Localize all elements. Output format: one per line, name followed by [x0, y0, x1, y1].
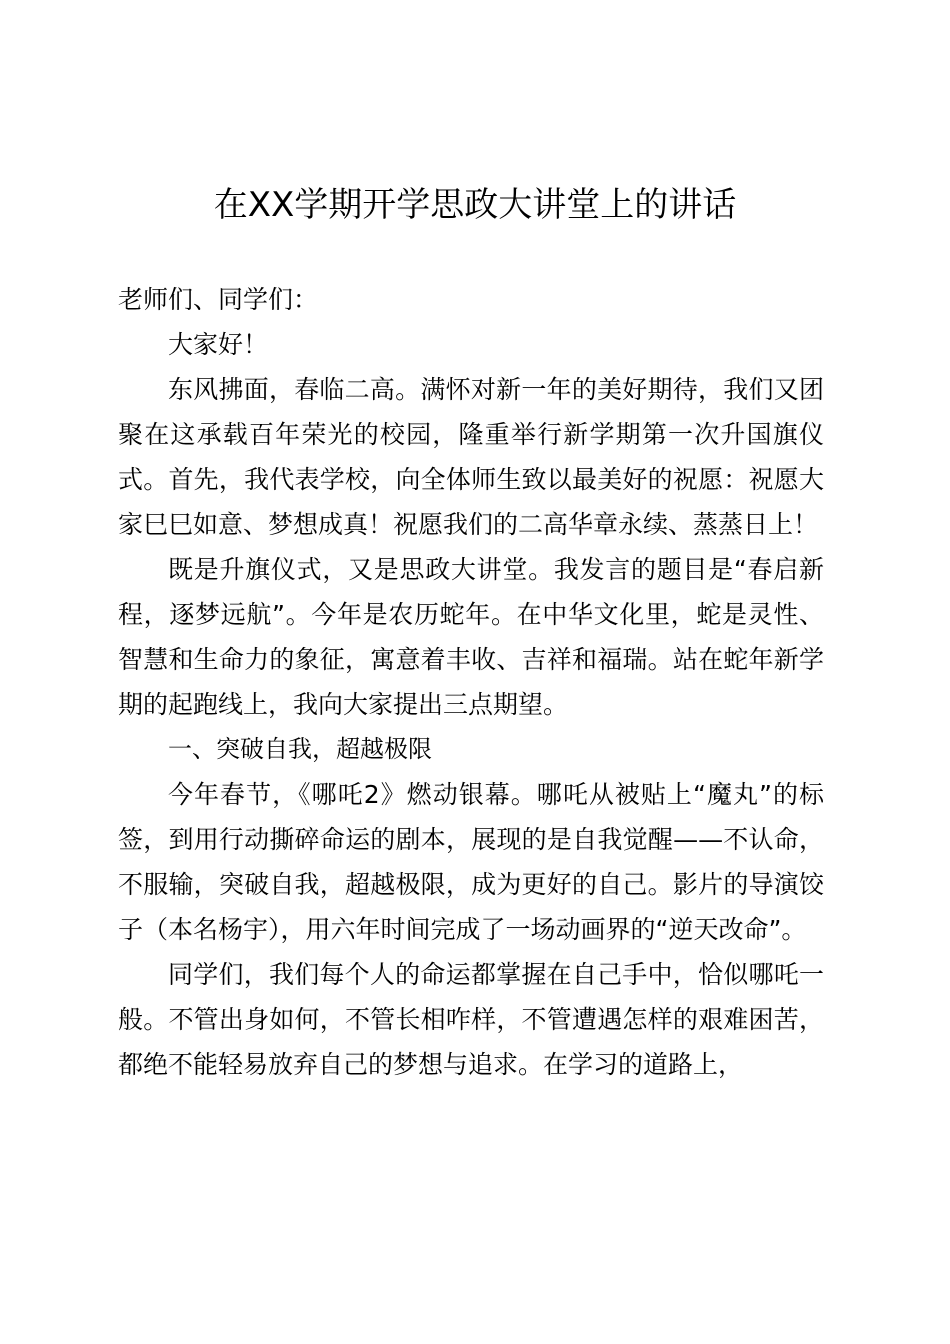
document-title: 在XX学期开学思政大讲堂上的讲话: [213, 185, 737, 225]
document-body: [118, 277, 824, 1087]
section-heading: 一、突破自我，超越极限: [168, 735, 432, 763]
section-paragraph: 同学们，我们每个人的命运都掌握在自己手中，恰似哪吒一般。不管出身如何，不管长相咋样，不管遭遇怎样的艰难困苦，都绝不能轻易放弃自己的梦想与追求。在学习的道路上，: [118, 960, 824, 1079]
section-paragraph: 今年春节，《哪吒2》燃动银幕。哪吒从被贴上“魔丸”的标签，到用行动撕碎命运的剧本，展现的是自我觉醒——不认命，不服输，突破自我，超越极限，成为更好的自己。影片的导演饺子（本名杨宇），用六年时间完成了一场动画界的“逆天改命”。: [118, 780, 824, 944]
greeting: 大家好！: [168, 330, 269, 359]
salutation: 老师们、同学们：: [118, 285, 319, 314]
body-paragraph: 东风拂面，春临二高。满怀对新一年的美好期待，我们又团聚在这承载百年荣光的校园，隆重举行新学期第一次升国旗仪式。首先，我代表学校，向全体师生致以最美好的祝愿：祝愿大家巳巳如意、梦想成真！祝愿我们的二高华章永续、蒸蒸日上！: [118, 375, 824, 539]
body-paragraph: 既是升旗仪式，又是思政大讲堂。我发言的题目是“春启新程，逐梦远航”。今年是农历蛇年。在中华文化里，蛇是灵性、智慧和生命力的象征，寓意着丰收、吉祥和福瑞。站在蛇年新学期的起跑线上，我向大家提出三点期望。: [118, 555, 824, 719]
